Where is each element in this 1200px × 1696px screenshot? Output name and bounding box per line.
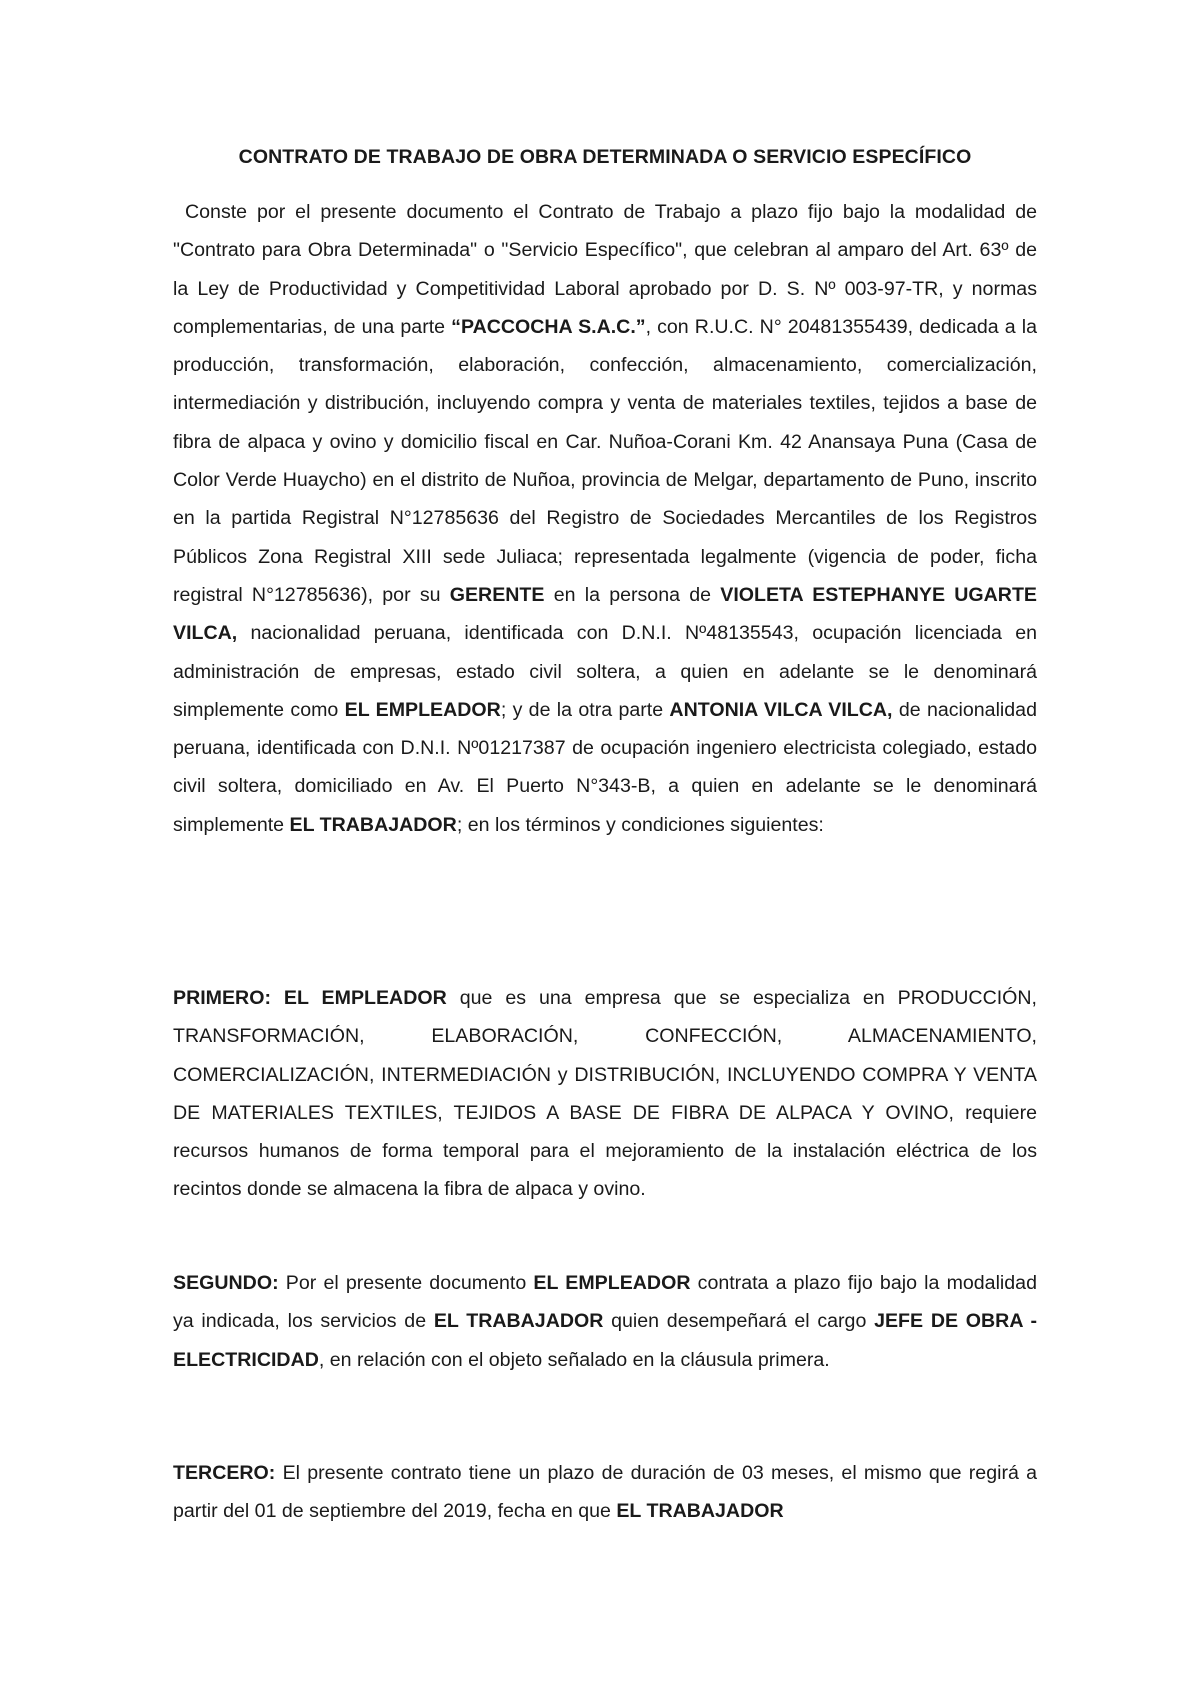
clause-tercero-label: TERCERO:	[173, 1462, 276, 1484]
clause-segundo-text-3: quien desempeñará el cargo	[603, 1310, 875, 1333]
clause-segundo-employer: EL EMPLEADOR	[533, 1272, 691, 1294]
intro-text-5: ; y de la otra parte	[500, 698, 670, 721]
clause-segundo-text-4: , en relación con el objeto señalado en la cláusula primera.	[318, 1348, 830, 1371]
intro-text-1: Conste por el presente documento el Contrato de Trabajo a plazo fijo bajo la modalidad de "Contrato para Obra Determinada" o "Servicio Específico", que celebran al amparo del Art. 63º de la Ley de Productividad y Competitividad Laboral aprobado por D. S. Nº 003-97-TR, y normas complementarias, de una parte	[173, 201, 1037, 338]
intro-text-6: de nacionalidad peruana, identificada con D.N.I. Nº01217387 de ocupación ingeniero electricista colegiado, estado civil soltera, domiciliado en Av. El Puerto N°343-B, a quien en adelante se le denominará simplemente	[173, 698, 1037, 836]
manager-name: VIOLETA ESTEPHANYE UGARTE VILCA,	[173, 583, 1037, 645]
clause-segundo-text-1: Por el presente documento	[278, 1272, 534, 1294]
clause-tercero	[173, 1454, 1037, 1531]
intro-paragraph	[173, 193, 1037, 844]
clause-tercero-text: El presente contrato tiene un plazo de duración de 03 meses, el mismo que regirá a partir del 01 de septiembre del 2019, fecha en que	[173, 1462, 1037, 1523]
company-name: “PACCOCHA S.A.C.”	[451, 315, 646, 338]
clause-segundo-text-2: contrata a plazo fijo bajo la modalidad ya indicada, los servicios de	[173, 1272, 1037, 1333]
clause-primero-employer: EL EMPLEADOR	[283, 987, 447, 1009]
clause-primero	[173, 979, 1037, 1209]
employer-term: EL EMPLEADOR	[344, 698, 501, 721]
clause-tercero-worker: EL TRABAJADOR	[616, 1500, 784, 1523]
worker-term: EL TRABAJADOR	[289, 813, 457, 836]
manager-title: GERENTE	[449, 583, 545, 606]
worker-name: ANTONIA VILCA VILCA,	[669, 698, 893, 721]
intro-text-4: nacionalidad peruana, identificada con D.N.I. Nº48135543, ocupación licenciada en administración de empresas, estado civil soltera, a quien en adelante se le denominará simplemente como	[173, 622, 1037, 721]
clause-segundo-label: SEGUNDO:	[173, 1272, 279, 1294]
clause-primero-text: que es una empresa que se especializa en PRODUCCIÓN, TRANSFORMACIÓN, ELABORACIÓN, CONFECCIÓN, ALMACENAMIENTO, COMERCIALIZACIÓN, INTERMEDIACIÓN y DISTRIBUCIÓN, INCLUYENDO COMPRA Y VENTA DE MATERIALES TEXTILES, TEJIDOS A BASE DE FIBRA DE ALPACA Y OVINO, requiere recursos humanos de forma temporal para el mejoramiento de la instalación eléctrica de los recintos donde se almacena la fibra de alpaca y ovino.	[173, 987, 1037, 1201]
document-title: CONTRATO DE TRABAJO DE OBRA DETERMINADA O SERVICIO ESPECÍFICO	[238, 146, 972, 168]
clause-primero-label: PRIMERO:	[173, 987, 271, 1009]
clause-segundo	[173, 1264, 1037, 1379]
intro-text-3: en la persona de	[544, 583, 721, 606]
clause-segundo-worker: EL TRABAJADOR	[433, 1310, 604, 1333]
clause-segundo-position: JEFE DE OBRA - ELECTRICIDAD	[173, 1310, 1037, 1371]
intro-text-2: , con R.U.C. N° 20481355439, dedicada a la producción, transformación, elaboración, confección, almacenamiento, comercialización, intermediación y distribución, incluyendo compra y venta de materiales textiles, tejidos a base de fibra de alpaca y ovino y domicilio fiscal en Car. Nuñoa-Corani Km. 42 Anansaya Puna (Casa de Color Verde Huaycho) en el distrito de Nuñoa, provincia de Melgar, departamento de Puno, inscrito en la partida Registral N°12785636 del Registro de Sociedades Mercantiles de los Registros Públicos Zona Registral XIII sede Juliaca; representada legalmente (vigencia de poder, ficha registral N°12785636), por su	[173, 315, 1038, 606]
intro-text-7: ; en los términos y condiciones siguientes:	[456, 813, 824, 836]
